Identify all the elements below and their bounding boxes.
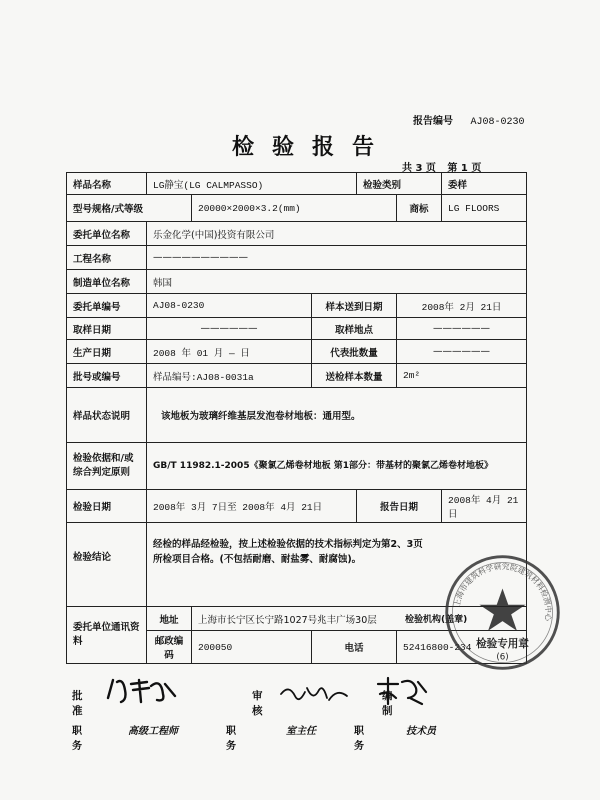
report-number-label: 报告编号 xyxy=(413,116,453,127)
review-position: 室主任 xyxy=(286,726,316,737)
order-no-value: AJ08-0230 xyxy=(147,294,312,318)
sample-qty-value: 2m² xyxy=(397,364,527,388)
batch-qty-value: —————— xyxy=(397,340,527,364)
row-sample-name xyxy=(67,173,527,195)
row-production xyxy=(67,340,527,364)
trademark-value: LG FLOORS xyxy=(442,195,527,222)
inspection-type-label: 检验类别 xyxy=(357,173,442,195)
sampling-place-value: —————— xyxy=(397,318,527,340)
position-label-1: 职务 xyxy=(72,726,82,752)
postcode-value: 200050 xyxy=(192,631,312,664)
row-manufacturer xyxy=(67,270,527,294)
review-label: 审核 xyxy=(252,690,263,717)
page-title: 检验报告 xyxy=(232,134,393,160)
project-value: —————————— xyxy=(147,246,527,270)
inspection-org-sign: 检验机构(盖章) xyxy=(405,615,468,625)
sample-no-label: 样品编号 xyxy=(153,371,192,383)
sampling-place-label: 取样地点 xyxy=(312,318,397,340)
prepare-label: 编制 xyxy=(382,690,393,717)
prepare-position: 技术员 xyxy=(406,726,436,737)
report-number-value: AJ08-0230 xyxy=(470,117,525,128)
phone-value: 52416800-234 xyxy=(397,631,527,664)
batch-no-label: 批号或编号 xyxy=(67,364,147,388)
basis-label: 检验依据和/或综合判定原则 xyxy=(67,443,147,490)
sampling-date-label: 取样日期 xyxy=(67,318,147,340)
order-no-label: 委托单编号 xyxy=(67,294,147,318)
inspect-date-value: 2008年 3月 7日至 2008年 4月 21日 xyxy=(147,490,357,523)
stamp-ring-text: 上海市建筑科学研究院建筑材料检测中心 xyxy=(452,562,553,622)
inspect-date-label: 检验日期 xyxy=(67,490,147,523)
model-value: 20000×2000×3.2(mm) xyxy=(192,195,397,222)
row-sampling xyxy=(67,318,527,340)
stamp-center-text: 检验专用章 xyxy=(476,638,529,651)
production-date-value: 2008 年 01 月 — 日 xyxy=(147,340,312,364)
report-form xyxy=(66,172,527,664)
sample-qty-label: 送检样本数量 xyxy=(312,364,397,388)
model-label: 型号规格/式等级 xyxy=(67,195,192,222)
production-date-label: 生产日期 xyxy=(67,340,147,364)
review-signature xyxy=(277,680,352,708)
inspection-type-value: 委样 xyxy=(442,173,527,195)
approve-label: 批准 xyxy=(72,690,83,717)
row-state xyxy=(67,388,527,443)
report-date-value: 2008年 4月 21日 xyxy=(442,490,527,523)
approve-signature xyxy=(103,676,178,706)
row-batch xyxy=(67,364,527,388)
address-value: 上海市长宁区长宁路1027号兆丰广场30层 xyxy=(192,607,527,631)
pages-current: 第 1 页 xyxy=(447,163,482,174)
row-order xyxy=(67,294,527,318)
trademark-label: 商标 xyxy=(397,195,442,222)
row-project xyxy=(67,246,527,270)
row-model xyxy=(67,195,527,222)
manufacturer-value: 韩国 xyxy=(147,270,527,294)
sample-no-value: AJ08-0031a xyxy=(196,371,254,383)
batch-qty-label: 代表批数量 xyxy=(312,340,397,364)
sample-name-value: LG静宝(LG CALMPASSO) xyxy=(147,173,357,195)
client-unit-label: 委托单位通讯资料 xyxy=(67,607,147,664)
sampling-date-value: —————— xyxy=(147,318,312,340)
project-label: 工程名称 xyxy=(67,246,147,270)
position-label-3: 职务 xyxy=(354,726,364,752)
basis-value: GB/T 11982.1-2005《聚氯乙烯卷材地板 第1部分：带基材的聚氯乙烯卷材地板》 xyxy=(147,443,527,490)
phone-label: 电话 xyxy=(312,631,397,664)
stamp-number: (6) xyxy=(496,652,509,663)
state-value: 该地板为玻璃纤维基层发泡卷材地板：通用型。 xyxy=(147,388,527,443)
row-client xyxy=(67,222,527,246)
pages-total: 共 3 页 xyxy=(402,163,436,174)
row-dates xyxy=(67,490,527,523)
client-label: 委托单位名称 xyxy=(67,222,147,246)
row-conclusion xyxy=(67,523,527,607)
arrival-date-value: 2008年 2月 21日 xyxy=(397,294,527,318)
conclusion-label: 检验结论 xyxy=(67,523,147,607)
conclusion-text: 经检的样品经检验，按上述检验依据的技术指标判定为第2、3页所检项目合格。(不包括耐磨、耐盐雾、耐腐蚀)。 xyxy=(147,523,527,607)
report-number xyxy=(413,112,525,128)
state-label: 样品状态说明 xyxy=(67,388,147,443)
prepare-signature xyxy=(372,676,432,708)
client-value: 乐金化学(中国)投资有限公司 xyxy=(147,222,527,246)
sample-no-cell: 样品编号:AJ08-0031a xyxy=(147,364,312,388)
position-label-2: 职务 xyxy=(226,726,236,752)
arrival-date-label: 样本送到日期 xyxy=(312,294,397,318)
address-label: 地址 xyxy=(147,607,192,631)
approve-position: 高级工程师 xyxy=(128,726,178,737)
report-date-label: 报告日期 xyxy=(357,490,442,523)
manufacturer-label: 制造单位名称 xyxy=(67,270,147,294)
sample-name-label: 样品名称 xyxy=(67,173,147,195)
postcode-label: 邮政编码 xyxy=(147,631,192,664)
row-basis xyxy=(67,443,527,490)
